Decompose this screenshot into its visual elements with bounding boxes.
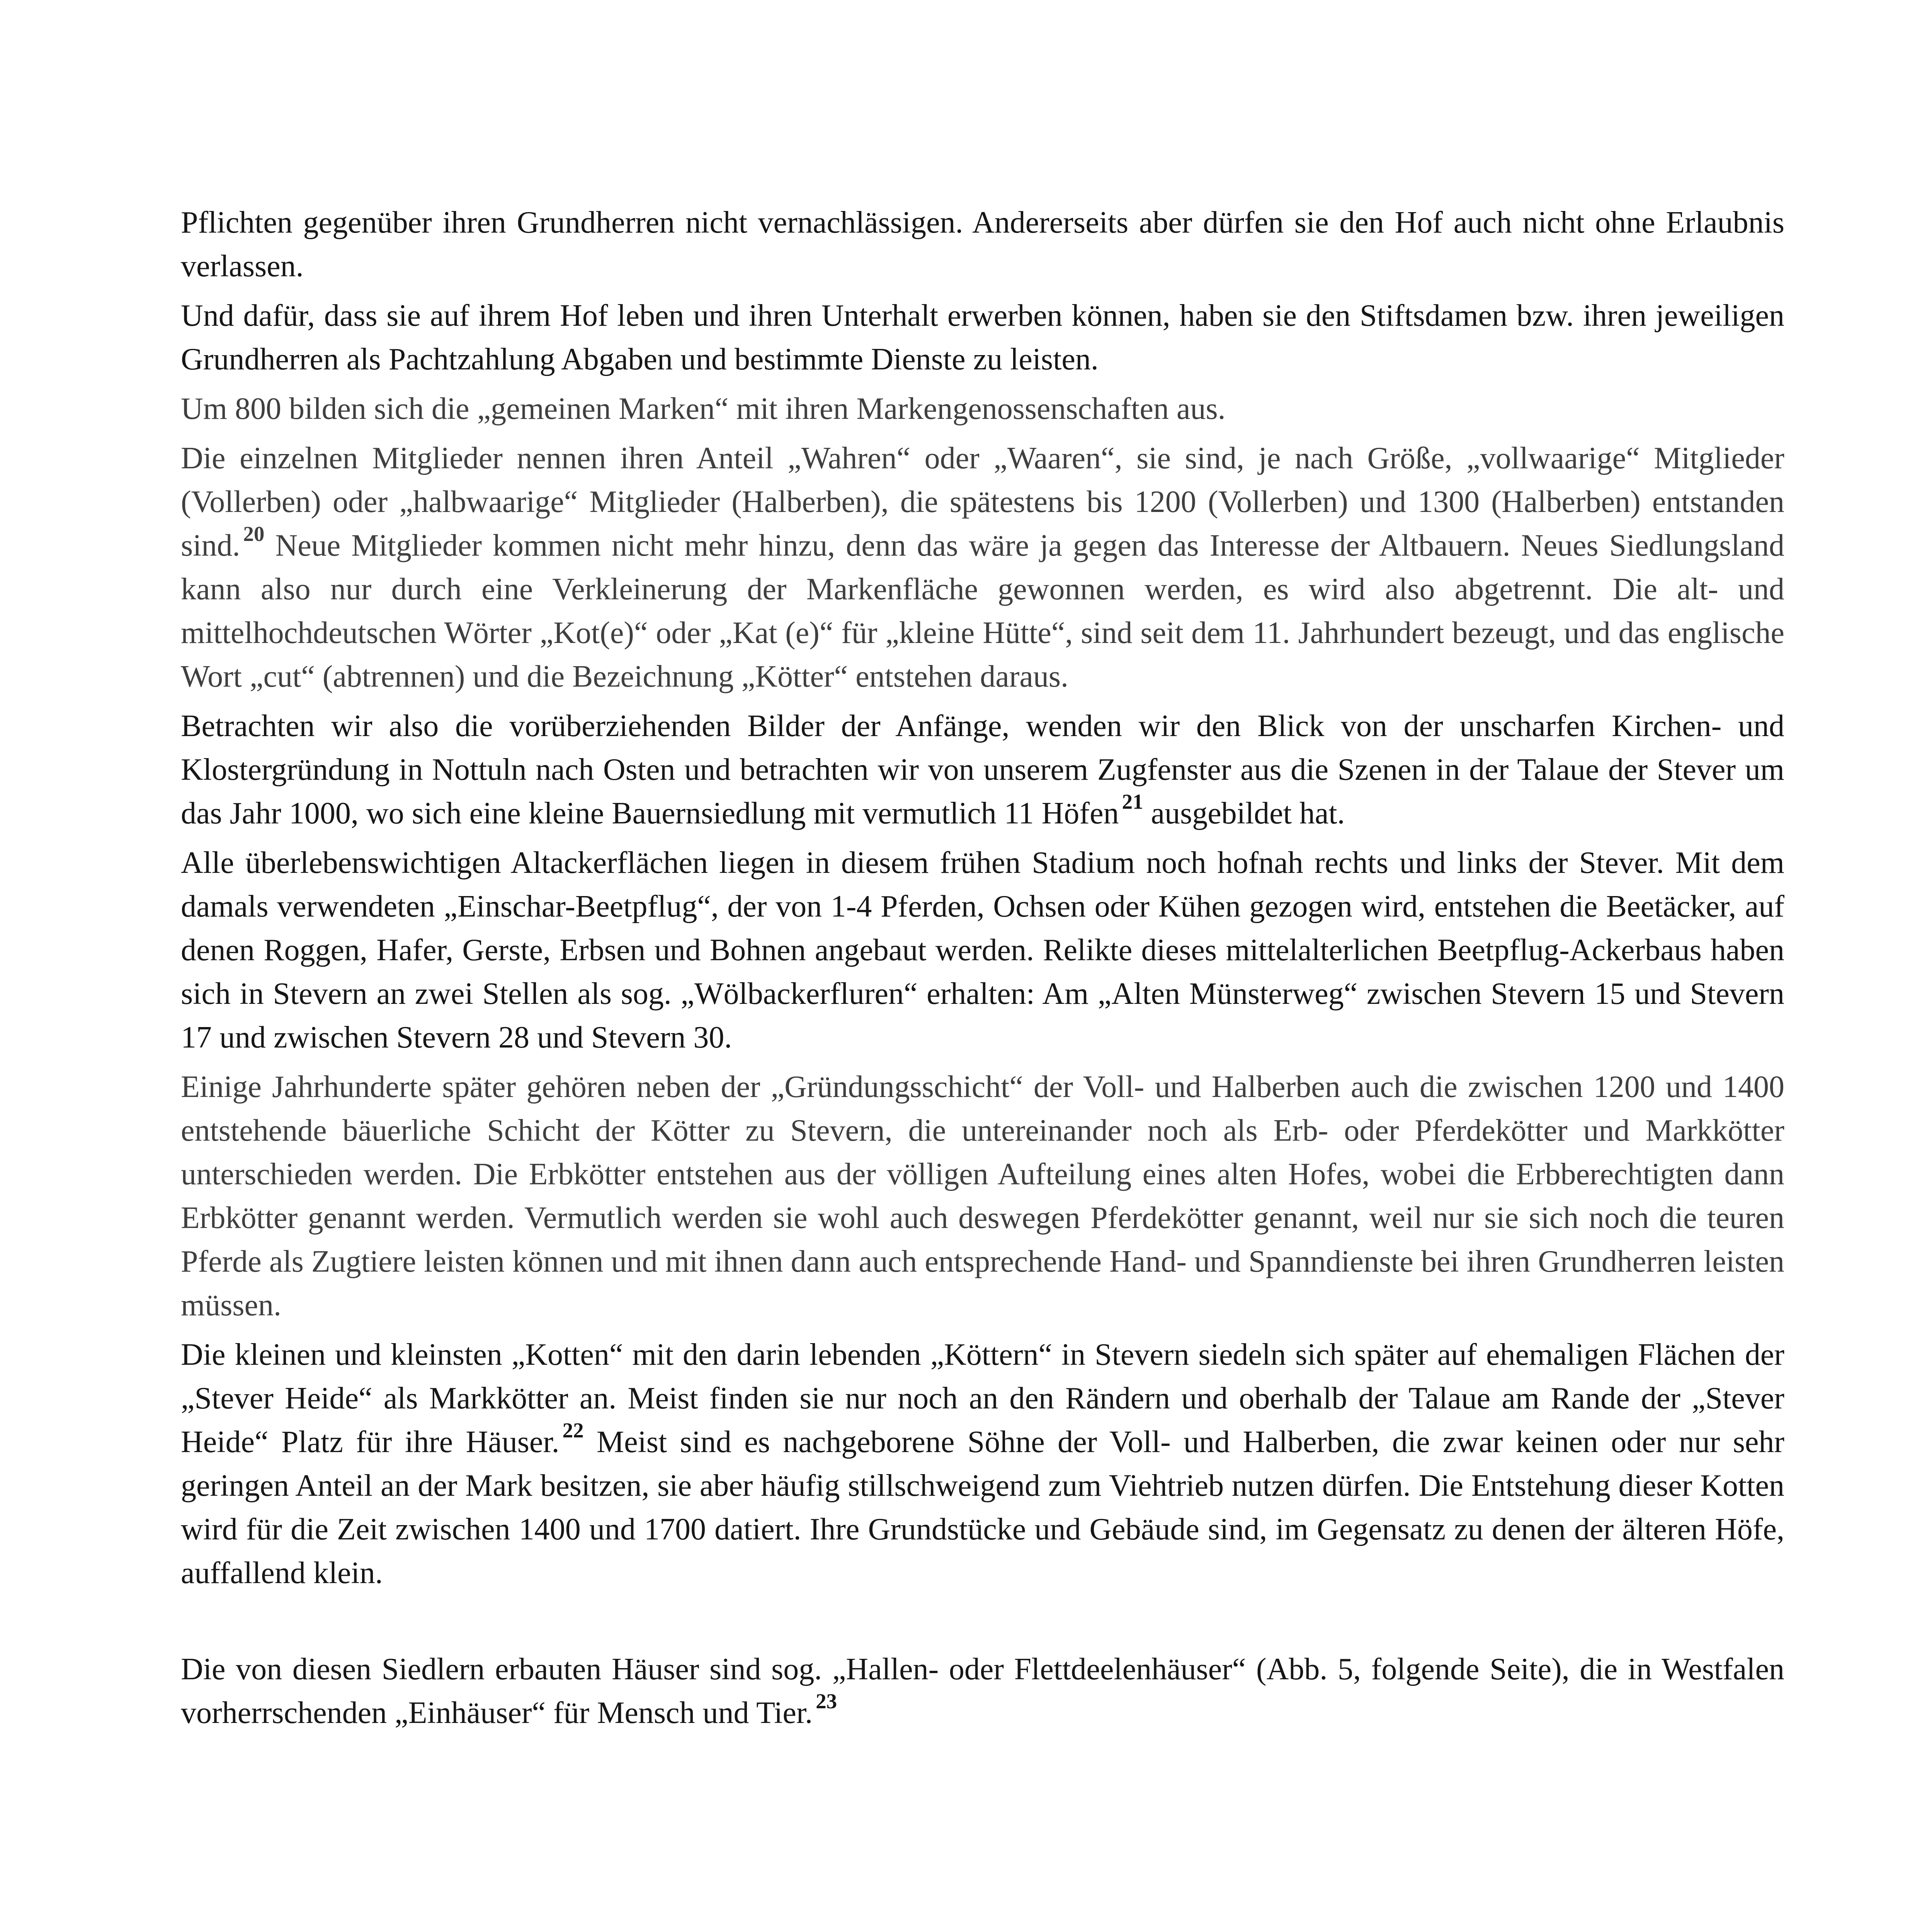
paragraph xyxy=(181,704,1784,835)
paragraph-text: Die kleinen und kleinsten „Kotten“ mit den darin lebenden „Köttern“ in Stevern siedeln sich später auf ehemaligen Flächen der „Stever Heide“ als Markkötter an. Meist finden sie nur noch an den Rändern und oberhalb der Talaue am Rande der „Stever Heide“ Platz für ihre Häuser. xyxy=(181,1338,1784,1459)
paragraph-text: Meist sind es nachgeborene Söhne der Voll- und Halberben, die zwar keinen oder nur sehr geringen Anteil an der Mark besitzen, sie aber häufig stillschweigend zum Viehtrieb nutzen dürfen. Die Entstehung dieser Kotten wird für die Zeit zwischen 1400 und 1700 datiert. Ihre Grundstücke und Gebäude sind, im Gegensatz zu denen der älteren Höfe, auffallend klein. xyxy=(181,1425,1784,1590)
footnote-reference[interactable]: 20 xyxy=(243,522,265,546)
paragraph-text: ausgebildet hat. xyxy=(1151,796,1345,830)
paragraph: Um 800 bilden sich die „gemeinen Marken“ mit ihren Markengenossenschaften aus. xyxy=(181,392,1226,426)
paragraph xyxy=(181,1333,1784,1595)
paragraph xyxy=(181,1648,1784,1735)
paragraph-text: Die von diesen Siedlern erbauten Häuser sind sog. „Hallen- oder Flettdeelenhäuser“ (Abb. 5, folgende Seite), die in Westfalen vorherrschenden „Einhäuser“ für Mensch und Tier. xyxy=(181,1652,1784,1730)
footnote-reference[interactable]: 21 xyxy=(1122,789,1143,813)
paragraph: Alle überlebenswichtigen Altackerflächen liegen in diesem frühen Stadium noch hofnah rechts und links der Stever. Mit dem damals verwendeten „Einschar-Beetpflug“, der von 1-4 Pferden, Ochsen oder Kühen gezogen wird, entstehen die Beetäcker, auf denen Roggen, Hafer, Gerste, Erbsen und Bohnen angebaut werden. Relikte dieses mittelalterlichen Beetpflug-Ackerbaus haben sich in Stevern an zwei Stellen als sog. „Wölbackerfluren“ erhalten: Am „Alten Münsterweg“ zwischen Stevern 15 und Stevern 17 und zwischen Stevern 28 und Stevern 30. xyxy=(181,846,1784,1054)
paragraph-text: Die einzelnen Mitglieder nennen ihren Anteil „Wahren“ oder „Waaren“, sie sind, je nach Größe, „vollwaarige“ Mitglieder (Vollerben) oder „halbwaarige“ Mitglieder (Halberben), die spätestens bis 1200 (Vollerben) und 1300 (Halberben) entstanden sind. xyxy=(181,441,1784,563)
footnote-reference[interactable]: 23 xyxy=(816,1689,837,1713)
paragraph-text: Betrachten wir also die vorüberziehenden Bilder der Anfänge, wenden wir den Blick von der unscharfen Kirchen- und Klostergründung in Nottuln nach Osten und betrachten wir von unserem Zugfenster aus die Szenen in der Talaue der Stever um das Jahr 1000, wo sich eine kleine Bauernsiedlung mit vermutlich 11 Höfen xyxy=(181,709,1784,830)
body-text xyxy=(181,201,1784,1741)
paragraph: Und dafür, dass sie auf ihrem Hof leben und ihren Unterhalt erwerben können, haben sie den Stiftsdamen bzw. ihren jeweiligen Grundherren als Pachtzahlung Abgaben und bestimmte Dienste zu leisten. xyxy=(181,299,1784,376)
paragraph xyxy=(181,437,1784,699)
paragraph-text: Neue Mitglieder kommen nicht mehr hinzu, denn das wäre ja gegen das Interesse der Altbauern. Neues Siedlungsland kann also nur durch eine Verkleinerung der Markenfläche gewonnen werden, es wird also abgetrennt. Die alt- und mittelhochdeutschen Wörter „Kot(e)“ oder „Kat (e)“ für „kleine Hütte“, sind seit dem 11. Jahrhundert bezeugt, und das englische Wort „cut“ (abtrennen) und die Bezeichnung „Kötter“ entstehen daraus. xyxy=(181,529,1785,694)
paragraph: Pflichten gegenüber ihren Grundherren nicht vernachlässigen. Andererseits aber dürfen sie den Hof auch nicht ohne Erlaubnis verlassen. xyxy=(181,206,1784,283)
footnote-reference[interactable]: 22 xyxy=(562,1418,584,1442)
paragraph: Einige Jahrhunderte später gehören neben der „Gründungsschicht“ der Voll- und Halberben auch die zwischen 1200 und 1400 entstehende bäuerliche Schicht der Kötter zu Stevern, die untereinander noch als Erb- oder Pferdekötter und Markkötter unterschieden werden. Die Erbkötter entstehen aus der völligen Aufteilung eines alten Hofes, wobei die Erbberechtigten dann Erbkötter genannt werden. Vermutlich werden sie wohl auch deswegen Pferdekötter genannt, weil nur sie sich noch die teuren Pferde als Zugtiere leisten können und mit ihnen dann auch entsprechende Hand- und Spanndienste bei ihren Grundherren leisten müssen. xyxy=(181,1070,1784,1322)
